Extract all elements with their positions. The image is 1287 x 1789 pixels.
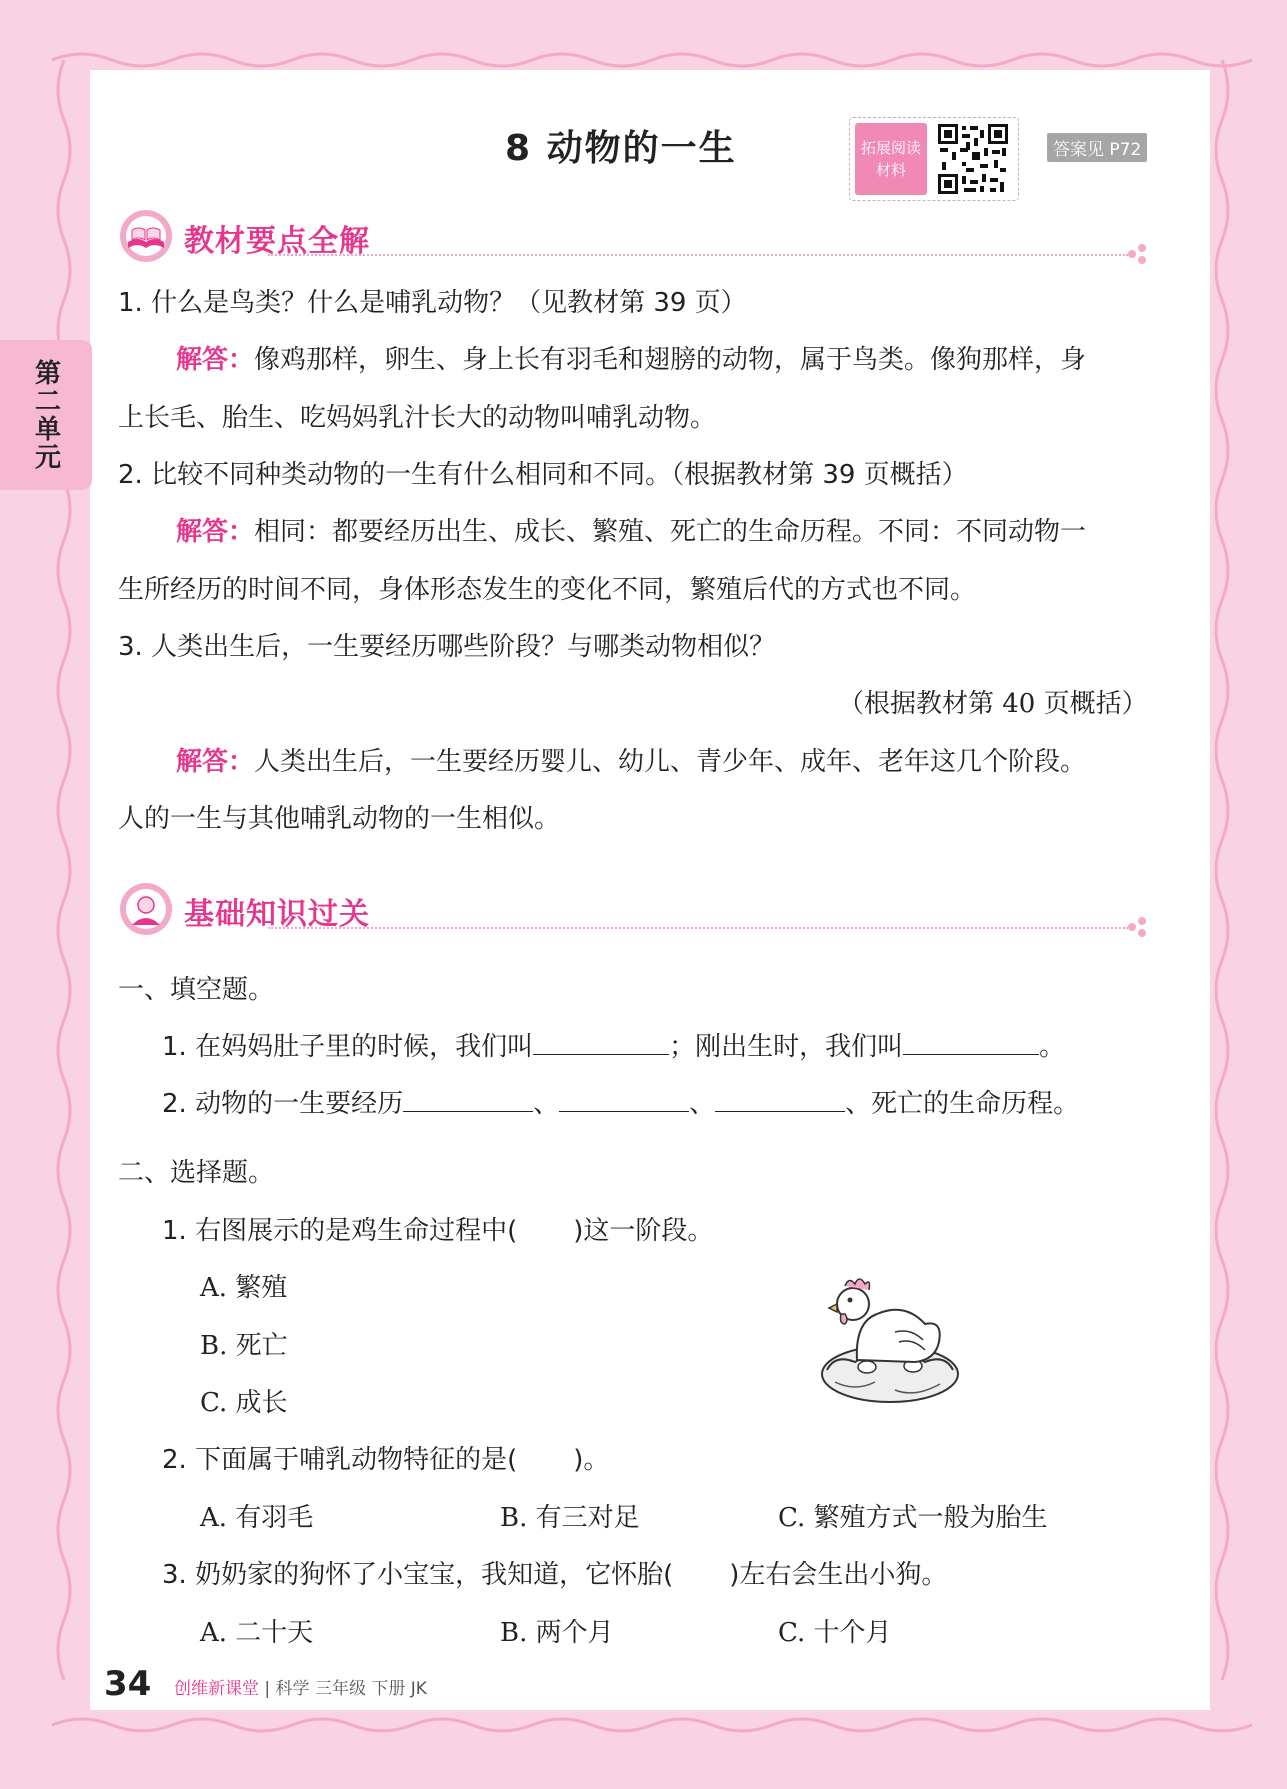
qr-code-icon[interactable]	[936, 122, 1010, 196]
divider	[268, 927, 1128, 929]
answer-label: 解答：	[176, 517, 255, 547]
option-b[interactable]: B. 两个月	[500, 1618, 614, 1648]
choice-heading: 二、选择题。	[118, 1158, 275, 1188]
unit-tab	[0, 340, 92, 490]
answer-label: 解答：	[176, 747, 255, 777]
qr-label: 拓展阅读材料	[855, 123, 927, 195]
section-heading-label: 教材要点全解	[184, 224, 370, 259]
qr-reading-box[interactable]	[849, 117, 1019, 201]
option-c[interactable]: C. 繁殖方式一般为胎生	[778, 1503, 1048, 1533]
answer-label: 解答：	[176, 345, 255, 375]
fill-question-2: 2. 动物的一生要经历 、 、 、死亡的生命历程。	[162, 1089, 1080, 1119]
footer-book-info	[174, 1674, 427, 1699]
decorative-dots-icon	[1126, 915, 1154, 939]
answer-2-line-2: 生所经历的时间不同，身体形态发生的变化不同，繁殖后代的方式也不同。	[118, 575, 977, 605]
answer-blank[interactable]	[715, 1087, 845, 1112]
hen-on-nest-illustration	[815, 1262, 965, 1412]
question-3: 3. 人类出生后，一生要经历哪些阶段？与哪类动物相似？	[118, 632, 776, 662]
choice-question-2: 2. 下面属于哺乳动物特征的是( )。	[162, 1445, 610, 1475]
question-1: 1. 什么是鸟类？什么是哺乳动物？（见教材第 39 页）	[118, 288, 747, 318]
unit-tab-label: 第二单元	[30, 359, 61, 471]
answer-reference-badge: 答案见 P72	[1047, 133, 1147, 162]
answer-3-line-2: 人的一生与其他哺乳动物的一生相似。	[118, 804, 561, 834]
option-a[interactable]: A. 二十天	[200, 1618, 314, 1648]
footer-brand: 创维新课堂	[174, 1679, 259, 1699]
divider	[268, 254, 1128, 256]
student-avatar-icon	[118, 881, 174, 937]
option-a[interactable]: A. 有羽毛	[200, 1503, 314, 1533]
page-number: 34	[104, 1664, 152, 1704]
question-2: 2. 比较不同种类动物的一生有什么相同和不同。（根据教材第 39 页概括）	[118, 460, 968, 490]
question-3-source: （根据教材第 40 页概括）	[838, 689, 1148, 719]
answer-3-line-1: 解答：人类出生后，一生要经历婴儿、幼儿、青少年、成年、老年这几个阶段。	[176, 747, 1087, 777]
answer-1-line-2: 上长毛、胎生、吃妈妈乳汁长大的动物叫哺乳动物。	[118, 403, 717, 433]
open-book-icon	[118, 208, 174, 264]
fill-question-1: 1. 在妈妈肚子里的时候，我们叫 ；刚出生时，我们叫 。	[162, 1032, 1066, 1062]
option-b[interactable]: B. 有三对足	[500, 1503, 640, 1533]
decorative-dots-icon	[1126, 242, 1154, 266]
section-heading-label: 基础知识过关	[184, 897, 370, 932]
option-b[interactable]: B. 死亡	[200, 1331, 288, 1361]
page-title: 8 动物的一生	[505, 128, 737, 169]
answer-blank[interactable]	[533, 1030, 669, 1055]
answer-blank[interactable]	[403, 1087, 533, 1112]
answer-blank[interactable]	[903, 1030, 1039, 1055]
option-c[interactable]: C. 十个月	[778, 1618, 892, 1648]
section-heading-basics	[118, 881, 1158, 937]
answer-blank[interactable]	[559, 1087, 689, 1112]
choice-question-3: 3. 奶奶家的狗怀了小宝宝，我知道，它怀胎( )左右会生出小狗。	[162, 1560, 948, 1590]
option-c[interactable]: C. 成长	[200, 1388, 288, 1418]
fill-in-heading: 一、填空题。	[118, 975, 275, 1005]
choice-question-1: 1. 右图展示的是鸡生命过程中( )这一阶段。	[162, 1216, 714, 1246]
answer-1-line-1: 解答：像鸡那样，卵生、身上长有羽毛和翅膀的动物，属于鸟类。像狗那样，身	[176, 345, 1087, 375]
option-a[interactable]: A. 繁殖	[200, 1273, 288, 1303]
answer-2-line-1: 解答：相同：都要经历出生、成长、繁殖、死亡的生命历程。不同：不同动物一	[176, 517, 1087, 547]
section-heading-textbook	[118, 208, 1158, 264]
footer-info: | 科学 三年级 下册 JK	[264, 1679, 427, 1699]
